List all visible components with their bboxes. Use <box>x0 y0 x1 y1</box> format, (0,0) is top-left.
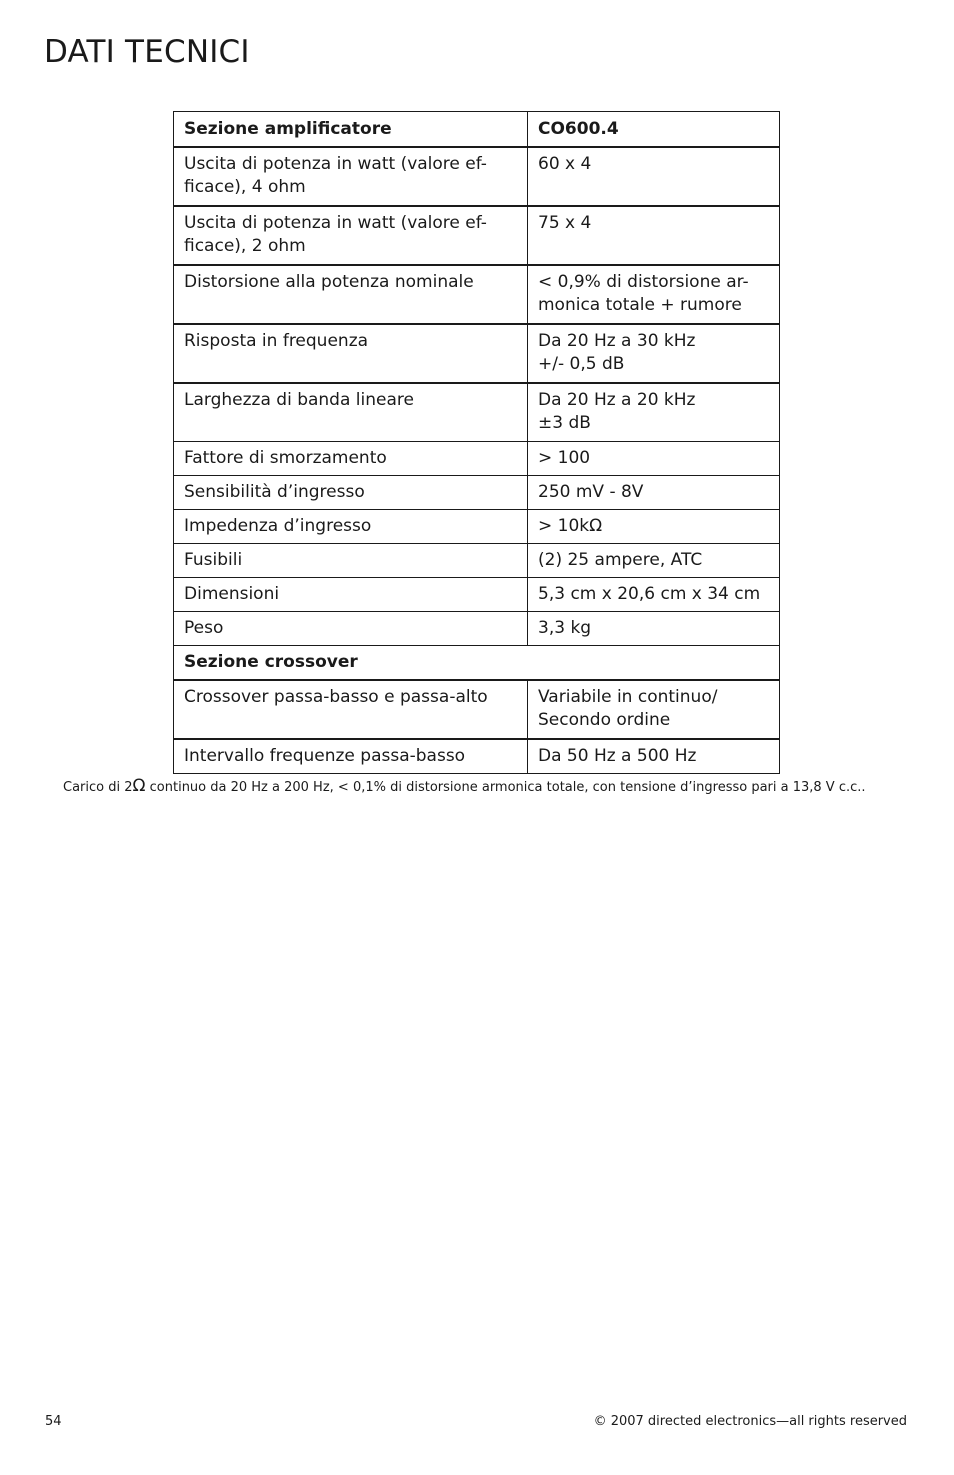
footnote-suffix: continuo da 20 Hz a 200 Hz, < 0,1% di distorsione armonica totale, con tensione d’ingresso pari a 13,8 V c.c.. <box>145 780 866 795</box>
footnote <box>63 776 866 798</box>
copyright-notice: © 2007 directed electronics—all rights reserved <box>593 1414 907 1429</box>
table-row <box>174 544 780 578</box>
table-row <box>174 324 780 383</box>
row-value: 75 x 4 <box>528 206 780 265</box>
row-value: < 0,9% di distorsione ar- monica totale + rumore <box>528 265 780 324</box>
row-value: 250 mV - 8V <box>528 476 780 510</box>
row-value: > 100 <box>528 442 780 476</box>
omega-symbol: Ω <box>132 776 146 796</box>
row-label: Intervallo frequenze passa-basso <box>174 739 528 774</box>
row-label: Crossover passa-basso e passa-alto <box>174 680 528 739</box>
table-row <box>174 442 780 476</box>
row-label: Risposta in frequenza <box>174 324 528 383</box>
row-value: Da 20 Hz a 20 kHz ±3 dB <box>528 383 780 442</box>
row-value: 5,3 cm x 20,6 cm x 34 cm <box>528 578 780 612</box>
table-row <box>174 265 780 324</box>
row-label-line: Uscita di potenza in watt (valore ef- ficace), 4 ohm <box>184 154 487 197</box>
table-row <box>174 612 780 646</box>
table-row <box>174 147 780 206</box>
table-row <box>174 578 780 612</box>
header-label: Sezione amplificatore <box>174 112 528 148</box>
row-label: Distorsione alla potenza nominale <box>174 265 528 324</box>
page-title: DATI TECNICI <box>44 34 250 70</box>
row-label: Fattore di smorzamento <box>174 442 528 476</box>
section-label: Sezione crossover <box>174 646 780 681</box>
row-label: Sensibilità d’ingresso <box>174 476 528 510</box>
header-model: CO600.4 <box>528 112 780 148</box>
row-label: Fusibili <box>174 544 528 578</box>
footnote-prefix: Carico di 2 <box>63 780 133 795</box>
specifications-table <box>173 111 780 774</box>
row-value: 3,3 kg <box>528 612 780 646</box>
row-value: Variabile in continuo/ Secondo ordine <box>528 680 780 739</box>
table-row <box>174 206 780 265</box>
row-value: > 10kΩ <box>528 510 780 544</box>
page-number: 54 <box>45 1414 62 1429</box>
section-row-crossover <box>174 646 780 681</box>
row-label: Peso <box>174 612 528 646</box>
row-label: Dimensioni <box>174 578 528 612</box>
row-label: Impedenza d’ingresso <box>174 510 528 544</box>
row-label: Larghezza di banda lineare <box>174 383 528 442</box>
row-value: Da 50 Hz a 500 Hz <box>528 739 780 774</box>
row-value: (2) 25 ampere, ATC <box>528 544 780 578</box>
row-value: 60 x 4 <box>528 147 780 206</box>
row-label: Uscita di potenza in watt (valore ef- ficace), 2 ohm <box>174 206 528 265</box>
row-value: Da 20 Hz a 30 kHz +/- 0,5 dB <box>528 324 780 383</box>
table-header-row <box>174 112 780 148</box>
table-row <box>174 510 780 544</box>
row-label <box>174 147 528 206</box>
table-row <box>174 383 780 442</box>
table-row <box>174 739 780 774</box>
table-row <box>174 680 780 739</box>
table-row <box>174 476 780 510</box>
